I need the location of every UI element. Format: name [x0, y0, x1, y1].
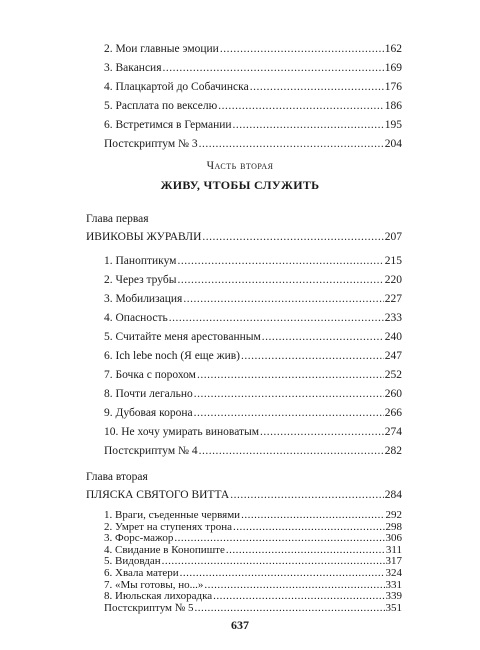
- toc-entry-label: 3. Мобилизация: [104, 293, 183, 305]
- toc-leader-dots: [230, 488, 384, 502]
- toc-leader-dots: [174, 533, 384, 544]
- toc-entry: [104, 311, 402, 325]
- toc-leader-dots: [220, 42, 384, 56]
- toc-entry-label: 7. Бочка с порохом: [104, 369, 196, 381]
- chapter-page: 207: [384, 231, 402, 243]
- toc-entry-page: 324: [385, 567, 402, 579]
- toc-entry: [104, 522, 402, 533]
- toc-leader-dots: [226, 545, 385, 556]
- toc-entry-page: 311: [385, 543, 402, 556]
- toc-entry: [104, 545, 402, 556]
- toc-entry-page: 298: [385, 520, 402, 533]
- toc-entry: [104, 254, 402, 268]
- toc-entry-label: 5. Расплата по векселю: [104, 100, 218, 112]
- toc-entry: [104, 137, 402, 151]
- toc-entry-label: Постскриптум № 3: [104, 138, 198, 150]
- toc-leader-dots: [177, 273, 383, 287]
- toc-entry: [104, 273, 402, 287]
- toc-leader-dots: [162, 556, 385, 567]
- toc-entry-page: 233: [384, 312, 402, 324]
- toc-entry: [104, 533, 402, 544]
- toc-entry: [104, 80, 402, 94]
- toc-entry: [104, 330, 402, 344]
- toc-entry: [104, 556, 402, 567]
- toc-entry: [104, 118, 402, 132]
- toc-leader-dots: [197, 368, 384, 382]
- toc-entry: [104, 510, 402, 521]
- toc-entry-label: 1. Враги, съеденные червями: [104, 509, 241, 521]
- toc-entry: [104, 387, 402, 401]
- toc-entry-page: 351: [385, 601, 402, 614]
- toc-leader-dots: [194, 387, 384, 401]
- toc-leader-dots: [180, 568, 385, 579]
- toc-entry-label: 4. Свидание в Конопиште: [104, 543, 225, 556]
- part-title: Часть вторая: [206, 160, 274, 172]
- toc-entry: [104, 368, 402, 382]
- toc-leader-dots: [194, 406, 384, 420]
- toc-entry-page: 220: [384, 274, 402, 286]
- toc-entry: [104, 568, 402, 579]
- toc-entry-label: 4. Опасность: [104, 312, 168, 324]
- toc-leader-dots: [202, 230, 383, 244]
- toc-entry-page: 204: [384, 138, 402, 150]
- toc-entry-page: 317: [385, 555, 402, 568]
- toc-leader-dots: [213, 591, 384, 602]
- toc-entry-label: Постскриптум № 5: [104, 601, 194, 614]
- toc-leader-dots: [199, 444, 384, 458]
- toc-entry: [104, 42, 402, 56]
- toc-entry: [104, 425, 402, 439]
- toc-entry: [104, 406, 402, 420]
- toc-entry: [104, 591, 402, 602]
- toc-leader-dots: [204, 580, 384, 591]
- toc-leader-dots: [260, 425, 384, 439]
- toc-entry: [104, 349, 402, 363]
- toc-entry-page: 282: [384, 445, 402, 457]
- chapter-title-entry: [86, 230, 402, 244]
- toc-entry: [104, 580, 402, 591]
- chapter-title: ИВИКОВЫ ЖУРАВЛИ: [86, 231, 202, 243]
- chapter-title-entry: [86, 488, 402, 502]
- toc-entry-label: 6. Встретимся в Германии: [104, 119, 232, 131]
- page-number: 637: [231, 618, 249, 632]
- toc-entry-label: 7. «Мы готовы, но...»: [104, 578, 204, 591]
- toc-entry-label: Постскриптум № 4: [104, 445, 198, 457]
- toc-entry-page: 306: [385, 532, 402, 545]
- toc-entry-page: 266: [384, 407, 402, 419]
- toc-leader-dots: [183, 292, 383, 306]
- toc-entry-label: 5. Считайте меня арестованным: [104, 331, 261, 343]
- toc-leader-dots: [262, 330, 384, 344]
- toc-leader-dots: [199, 137, 384, 151]
- toc-entry-label: 5. Видовдан: [104, 555, 161, 568]
- toc-entry-page: 292: [385, 509, 402, 521]
- toc-leader-dots: [241, 510, 384, 521]
- toc-entry-page: 240: [384, 331, 402, 343]
- toc-entry-label: 2. Через трубы: [104, 274, 177, 286]
- toc-entry-label: 6. Хвала матери: [104, 567, 179, 579]
- toc-entry-page: 195: [384, 119, 402, 131]
- toc-entry-page: 339: [385, 590, 402, 603]
- toc-entry-page: 331: [385, 578, 402, 591]
- toc-entry: [104, 61, 402, 75]
- toc-entry: [104, 292, 402, 306]
- toc-entry-label: 1. Паноптикум: [104, 255, 177, 267]
- toc-entry: [104, 603, 402, 614]
- toc-entry-page: 169: [384, 62, 402, 74]
- toc-leader-dots: [195, 603, 385, 614]
- toc-entry-label: 9. Дубовая корона: [104, 407, 193, 419]
- chapter-title: ПЛЯСКА СВЯТОГО ВИТТА: [86, 489, 230, 501]
- toc-entry: [104, 444, 402, 458]
- toc-entry-label: 8. Июльская лихорадка: [104, 590, 213, 603]
- chapter-label: Глава вторая: [86, 471, 148, 483]
- toc-entry-label: 3. Вакансия: [104, 62, 162, 74]
- toc-entry-page: 260: [384, 388, 402, 400]
- toc-leader-dots: [233, 522, 385, 533]
- toc-entry-label: 6. Ich lebe noch (Я еще жив): [104, 350, 240, 362]
- toc-entry-page: 227: [384, 293, 402, 305]
- toc-entry-page: 252: [384, 369, 402, 381]
- toc-entry-page: 186: [384, 100, 402, 112]
- toc-entry-label: 2. Мои главные эмоции: [104, 43, 219, 55]
- toc-entry-label: 8. Почти легально: [104, 388, 193, 400]
- toc-entry: [104, 99, 402, 113]
- chapter-page: 284: [384, 489, 402, 501]
- toc-entry-label: 2. Умрет на ступенях трона: [104, 520, 232, 533]
- toc-entry-label: 10. Не хочу умирать виноватым: [104, 426, 260, 438]
- toc-leader-dots: [250, 80, 384, 94]
- toc-entry-page: 274: [384, 426, 402, 438]
- toc-entry-page: 247: [384, 350, 402, 362]
- toc-entry-label: 3. Форс-мажор: [104, 532, 174, 545]
- toc-leader-dots: [241, 349, 384, 363]
- toc-entry-page: 176: [384, 81, 402, 93]
- part-subtitle: ЖИВУ, ЧТОБЫ СЛУЖИТЬ: [160, 178, 320, 192]
- toc-entry-page: 215: [384, 255, 402, 267]
- toc-leader-dots: [233, 118, 384, 132]
- toc-entry-label: 4. Плацкартой до Собачинска: [104, 81, 249, 93]
- toc-leader-dots: [177, 254, 383, 268]
- chapter-label: Глава первая: [86, 213, 149, 225]
- toc-leader-dots: [218, 99, 384, 113]
- toc-leader-dots: [169, 311, 384, 325]
- toc-leader-dots: [163, 61, 384, 75]
- toc-entry-page: 162: [384, 43, 402, 55]
